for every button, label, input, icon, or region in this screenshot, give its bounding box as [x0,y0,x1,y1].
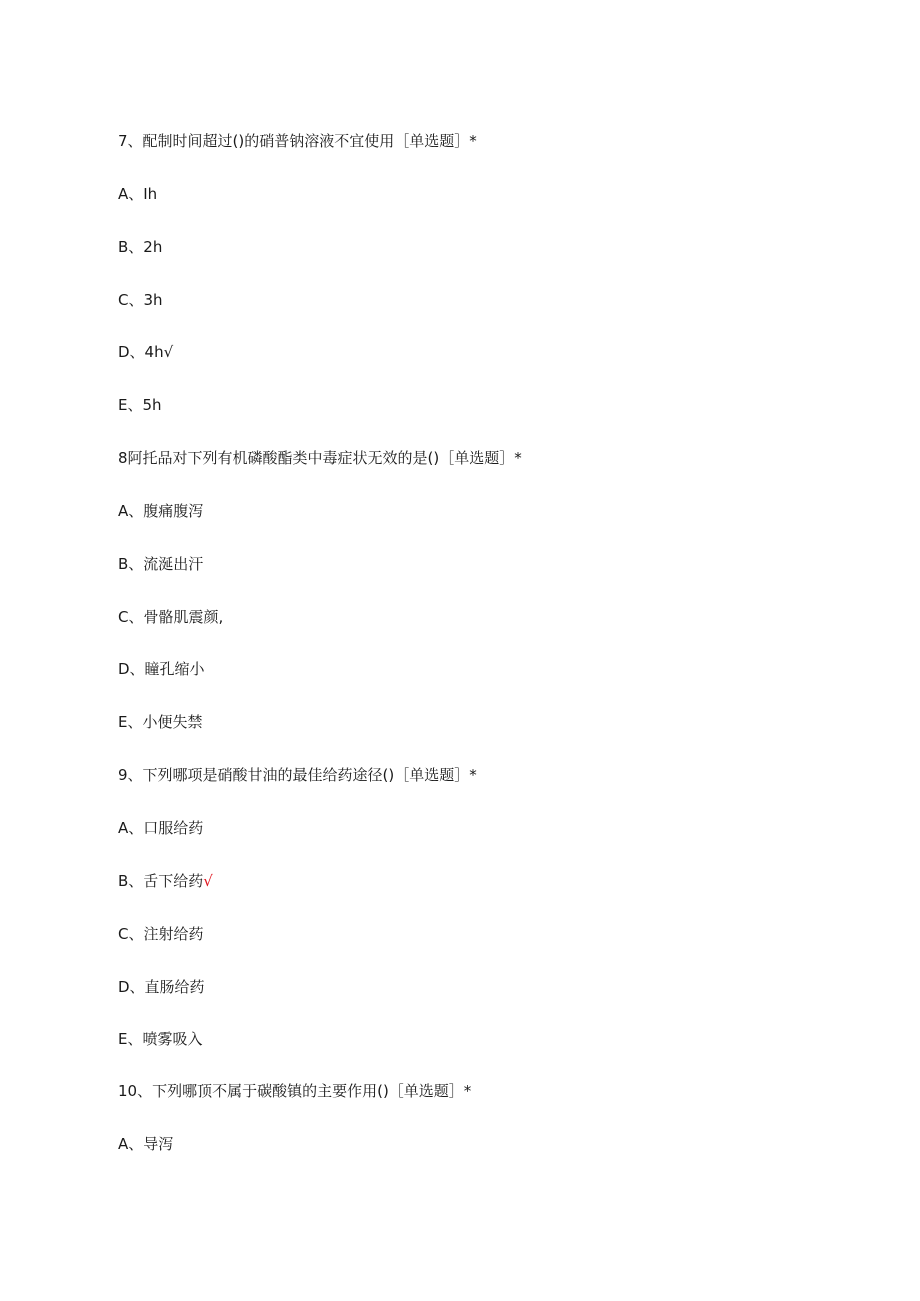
question-7-option-e: E、5h [118,396,162,414]
question-8-option-a: A、腹痛腹泻 [118,502,204,520]
question-8-stem: 8阿托品对下列有机磷酸酯类中毒症状无效的是()［单选题］* [118,449,522,467]
question-10-option-a: A、导泻 [118,1135,174,1153]
question-7-option-d [118,342,173,362]
question-9-option-e: E、喷雾吸入 [118,1030,203,1048]
question-7-option-b: B、2h [118,238,163,256]
question-7-stem: 7、配制时间超过()的硝普钠溶液不宜使用［单选题］* [118,132,477,150]
question-8-option-c: C、骨骼肌震颜, [118,608,224,626]
question-7-option-a: A、Ih [118,185,158,203]
option-label: B、舌下给药 [118,872,204,890]
question-9-option-c: C、注射给药 [118,925,204,943]
answer-check-mark: √ [203,872,213,890]
question-9-option-d: D、直肠给药 [118,978,205,996]
question-8-option-b: B、流涎出汗 [118,555,204,573]
question-9-option-b [118,871,213,891]
question-9-stem: 9、下列哪项是硝酸甘油的最佳给药途径()［单选题］* [118,766,477,784]
question-7-option-c: C、3h [118,291,163,309]
answer-check-mark: √ [163,343,174,361]
question-10-stem: 10、下列哪顶不属于碳酸镇的主要作用()［单选题］* [118,1082,472,1100]
question-9-option-a: A、口服给药 [118,819,204,837]
question-8-option-d: D、瞳孔缩小 [118,660,205,678]
question-8-option-e: E、小便失禁 [118,713,203,731]
option-label: D、4h [118,343,164,361]
